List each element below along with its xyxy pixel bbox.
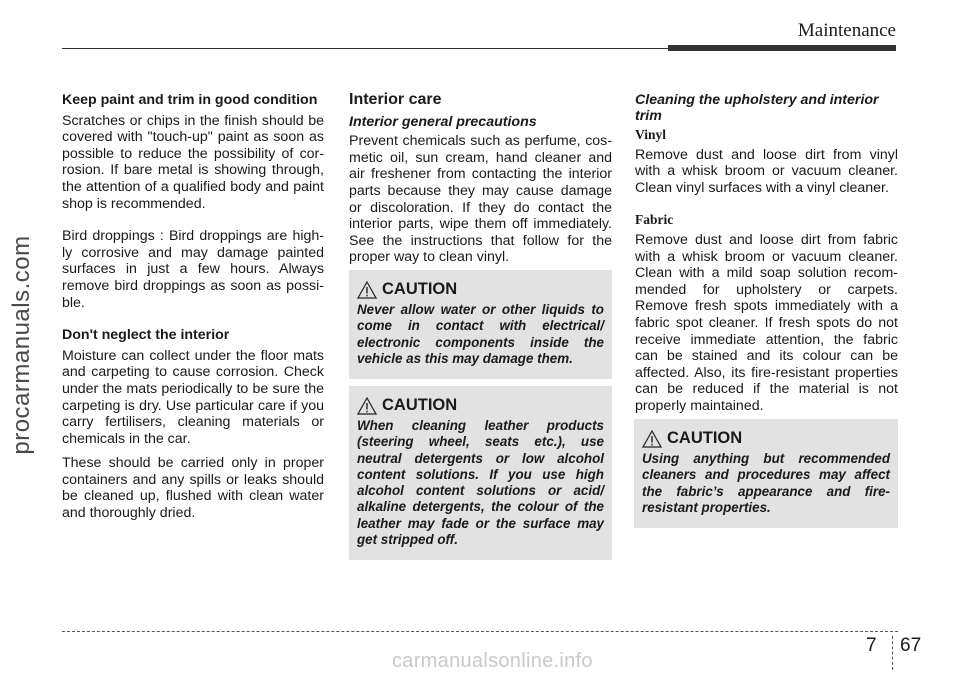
caution-box-fabric: [634, 419, 898, 528]
paragraph-bird-droppings: Bird droppings : Bird droppings are high-ly corrosive and may damage painted surfaces in just a few hours. Always remove bird droppings as soon as possi-ble.: [62, 228, 324, 311]
paragraph-scratches: Scratches or chips in the finish should be covered with "touch-up" paint as soon as possible to reduce the possibility of cor-rosion. If bare metal is showing through, the attention of a qualified body and paint shop is recommended.: [62, 112, 324, 212]
bottom-watermark: carmanualsonline.info: [392, 650, 593, 672]
header-title: Maintenance: [797, 20, 896, 41]
paragraph-containers: These should be carried only in proper containers and any spills or leaks should be cleaned up, flushed with clean water and thoroughly dried.: [62, 455, 324, 522]
column-interior-care: [349, 92, 612, 266]
side-watermark-text: procarmanuals.com: [8, 235, 35, 455]
paragraph-fabric: Remove dust and loose dirt from fabric with a whisk broom or vacuum cleaner. Clean with a mild soap solution recom-mended for upholstery or carpets. Remove fresh spots immediately with a fabric spot cleaner. If fresh spots do not receive immediate attention, the fabric can be stained and its colour can be affected. Also, its fire-resistant properties can be reduced if the material is not properly maintained.: [635, 231, 898, 414]
heading-fabric: Fabric: [635, 212, 674, 228]
paragraph-vinyl: Remove dust and loose dirt from vinyl with a whisk broom or vacuum cleaner. Clean vinyl surfaces with a vinyl cleaner.: [635, 146, 898, 196]
heading-interior: Don't neglect the interior: [62, 327, 230, 344]
caution-box-leather: [349, 386, 612, 560]
column-paint-and-interior: [62, 92, 324, 522]
caution-body: When cleaning leather products (steering wheel, seats etc.), use neutral detergents or low alcohol content solutions. If you use high alcohol content solutions or acid/ alkaline detergents, the colour of the leather may fade or the surface may get stripped off.: [357, 418, 604, 548]
heading-vinyl: Vinyl: [635, 127, 667, 142]
page-number: 67: [900, 635, 922, 656]
subtitle-general-precautions: Interior general precautions: [349, 113, 537, 130]
warning-triangle-icon: [357, 397, 377, 415]
paragraph-chemicals: Prevent chemicals such as perfume, cos-metic oil, sun cream, hand cleaner and air freshener from contacting the interior parts because they may cause damage or discoloration. If they do contact the interior parts, wipe them off immediately. See the instructions that follow for the proper way to clean vinyl.: [349, 133, 612, 266]
caution-body: Using anything but recommended cleaners and procedures may affect the fabric’s appearance and fire-resistant properties.: [642, 451, 890, 515]
header-rule-accent: [668, 45, 896, 51]
footer-rule: [62, 631, 898, 632]
caution-body: Never allow water or other liquids to come in contact with electrical/ electronic components inside the vehicle as this may damage them.: [357, 302, 604, 366]
warning-triangle-icon: [642, 430, 662, 448]
section-title-interior-care: Interior care: [349, 91, 442, 108]
header-rule: [62, 48, 668, 49]
heading-paint-trim: Keep paint and trim in good condition: [62, 92, 318, 108]
caution-title: CAUTION: [667, 429, 743, 447]
caution-title: CAUTION: [382, 396, 458, 414]
subtitle-upholstery: Cleaning the upholstery and interior trim: [635, 92, 879, 124]
paragraph-moisture: Moisture can collect under the floor mats and carpeting to cause corrosion. Check under the mats periodically to be sure the carpeting is dry. Use particular care if you carry fertilisers, cleaning materials or chemicals in the car.: [62, 347, 324, 447]
chapter-number: 7: [866, 635, 877, 656]
warning-triangle-icon: [357, 281, 377, 299]
caution-title: CAUTION: [382, 280, 458, 298]
caution-box-electrical: [349, 270, 612, 379]
column-upholstery: [635, 92, 898, 415]
footer-separator: [892, 636, 893, 670]
